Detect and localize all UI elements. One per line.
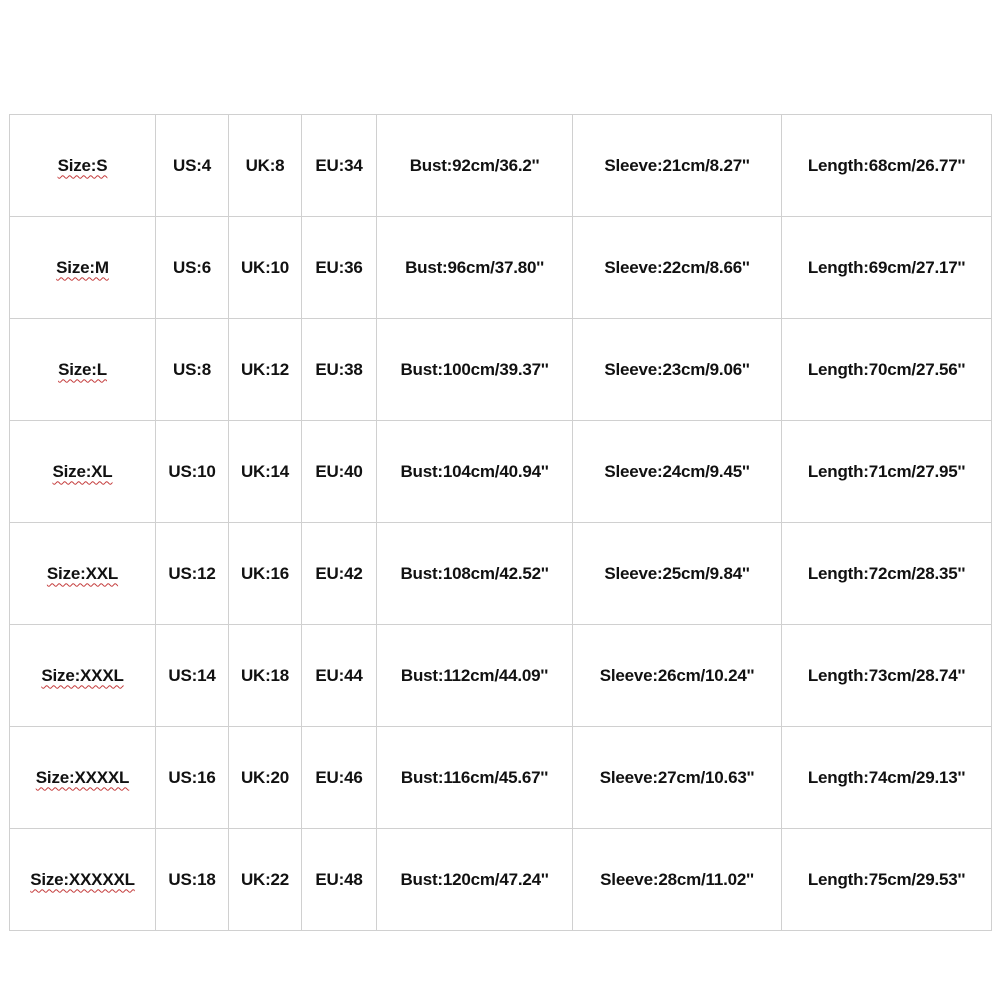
eu-size-cell: EU:36 xyxy=(302,217,377,319)
table-row xyxy=(10,217,992,319)
eu-size-cell: EU:48 xyxy=(302,829,377,931)
size-label: Size:L xyxy=(58,359,107,379)
size-cell xyxy=(10,421,156,523)
length-cell: Length:71cm/27.95'' xyxy=(782,421,992,523)
us-size-cell: US:10 xyxy=(156,421,229,523)
us-size-cell: US:14 xyxy=(156,625,229,727)
uk-size-cell: UK:18 xyxy=(229,625,302,727)
bust-cell: Bust:104cm/40.94'' xyxy=(377,421,573,523)
size-cell xyxy=(10,829,156,931)
bust-cell: Bust:92cm/36.2'' xyxy=(377,115,573,217)
size-chart-table xyxy=(9,114,992,931)
length-cell: Length:70cm/27.56'' xyxy=(782,319,992,421)
sleeve-cell: Sleeve:24cm/9.45'' xyxy=(573,421,782,523)
eu-size-cell: EU:38 xyxy=(302,319,377,421)
table-row xyxy=(10,115,992,217)
bust-cell: Bust:116cm/45.67'' xyxy=(377,727,573,829)
eu-size-cell: EU:46 xyxy=(302,727,377,829)
bust-cell: Bust:108cm/42.52'' xyxy=(377,523,573,625)
length-cell: Length:69cm/27.17'' xyxy=(782,217,992,319)
size-cell xyxy=(10,727,156,829)
sleeve-cell: Sleeve:25cm/9.84'' xyxy=(573,523,782,625)
bust-cell: Bust:120cm/47.24'' xyxy=(377,829,573,931)
size-label: Size:XXL xyxy=(46,563,119,583)
us-size-cell: US:8 xyxy=(156,319,229,421)
uk-size-cell: UK:14 xyxy=(229,421,302,523)
us-size-cell: US:18 xyxy=(156,829,229,931)
size-label: Size:XXXXXL xyxy=(30,869,135,889)
us-size-cell: US:6 xyxy=(156,217,229,319)
size-cell xyxy=(10,217,156,319)
uk-size-cell: UK:22 xyxy=(229,829,302,931)
length-cell: Length:73cm/28.74'' xyxy=(782,625,992,727)
table-row xyxy=(10,829,992,931)
table-row xyxy=(10,421,992,523)
eu-size-cell: EU:42 xyxy=(302,523,377,625)
bust-cell: Bust:96cm/37.80'' xyxy=(377,217,573,319)
size-cell xyxy=(10,523,156,625)
size-label: Size:S xyxy=(57,155,108,175)
uk-size-cell: UK:20 xyxy=(229,727,302,829)
size-label: Size:XL xyxy=(52,461,113,481)
size-cell xyxy=(10,115,156,217)
table-row xyxy=(10,625,992,727)
size-label: Size:XXXL xyxy=(41,665,124,685)
length-cell: Length:68cm/26.77'' xyxy=(782,115,992,217)
eu-size-cell: EU:40 xyxy=(302,421,377,523)
table-row xyxy=(10,727,992,829)
length-cell: Length:75cm/29.53'' xyxy=(782,829,992,931)
us-size-cell: US:16 xyxy=(156,727,229,829)
size-label: Size:XXXXL xyxy=(35,767,130,787)
size-cell xyxy=(10,625,156,727)
us-size-cell: US:12 xyxy=(156,523,229,625)
bust-cell: Bust:100cm/39.37'' xyxy=(377,319,573,421)
eu-size-cell: EU:44 xyxy=(302,625,377,727)
sleeve-cell: Sleeve:23cm/9.06'' xyxy=(573,319,782,421)
bust-cell: Bust:112cm/44.09'' xyxy=(377,625,573,727)
sleeve-cell: Sleeve:27cm/10.63'' xyxy=(573,727,782,829)
size-label: Size:M xyxy=(56,257,109,277)
sleeve-cell: Sleeve:26cm/10.24'' xyxy=(573,625,782,727)
length-cell: Length:74cm/29.13'' xyxy=(782,727,992,829)
us-size-cell: US:4 xyxy=(156,115,229,217)
uk-size-cell: UK:16 xyxy=(229,523,302,625)
sleeve-cell: Sleeve:21cm/8.27'' xyxy=(573,115,782,217)
uk-size-cell: UK:12 xyxy=(229,319,302,421)
size-cell xyxy=(10,319,156,421)
sleeve-cell: Sleeve:28cm/11.02'' xyxy=(573,829,782,931)
table-row xyxy=(10,319,992,421)
sleeve-cell: Sleeve:22cm/8.66'' xyxy=(573,217,782,319)
uk-size-cell: UK:8 xyxy=(229,115,302,217)
length-cell: Length:72cm/28.35'' xyxy=(782,523,992,625)
eu-size-cell: EU:34 xyxy=(302,115,377,217)
uk-size-cell: UK:10 xyxy=(229,217,302,319)
table-row xyxy=(10,523,992,625)
